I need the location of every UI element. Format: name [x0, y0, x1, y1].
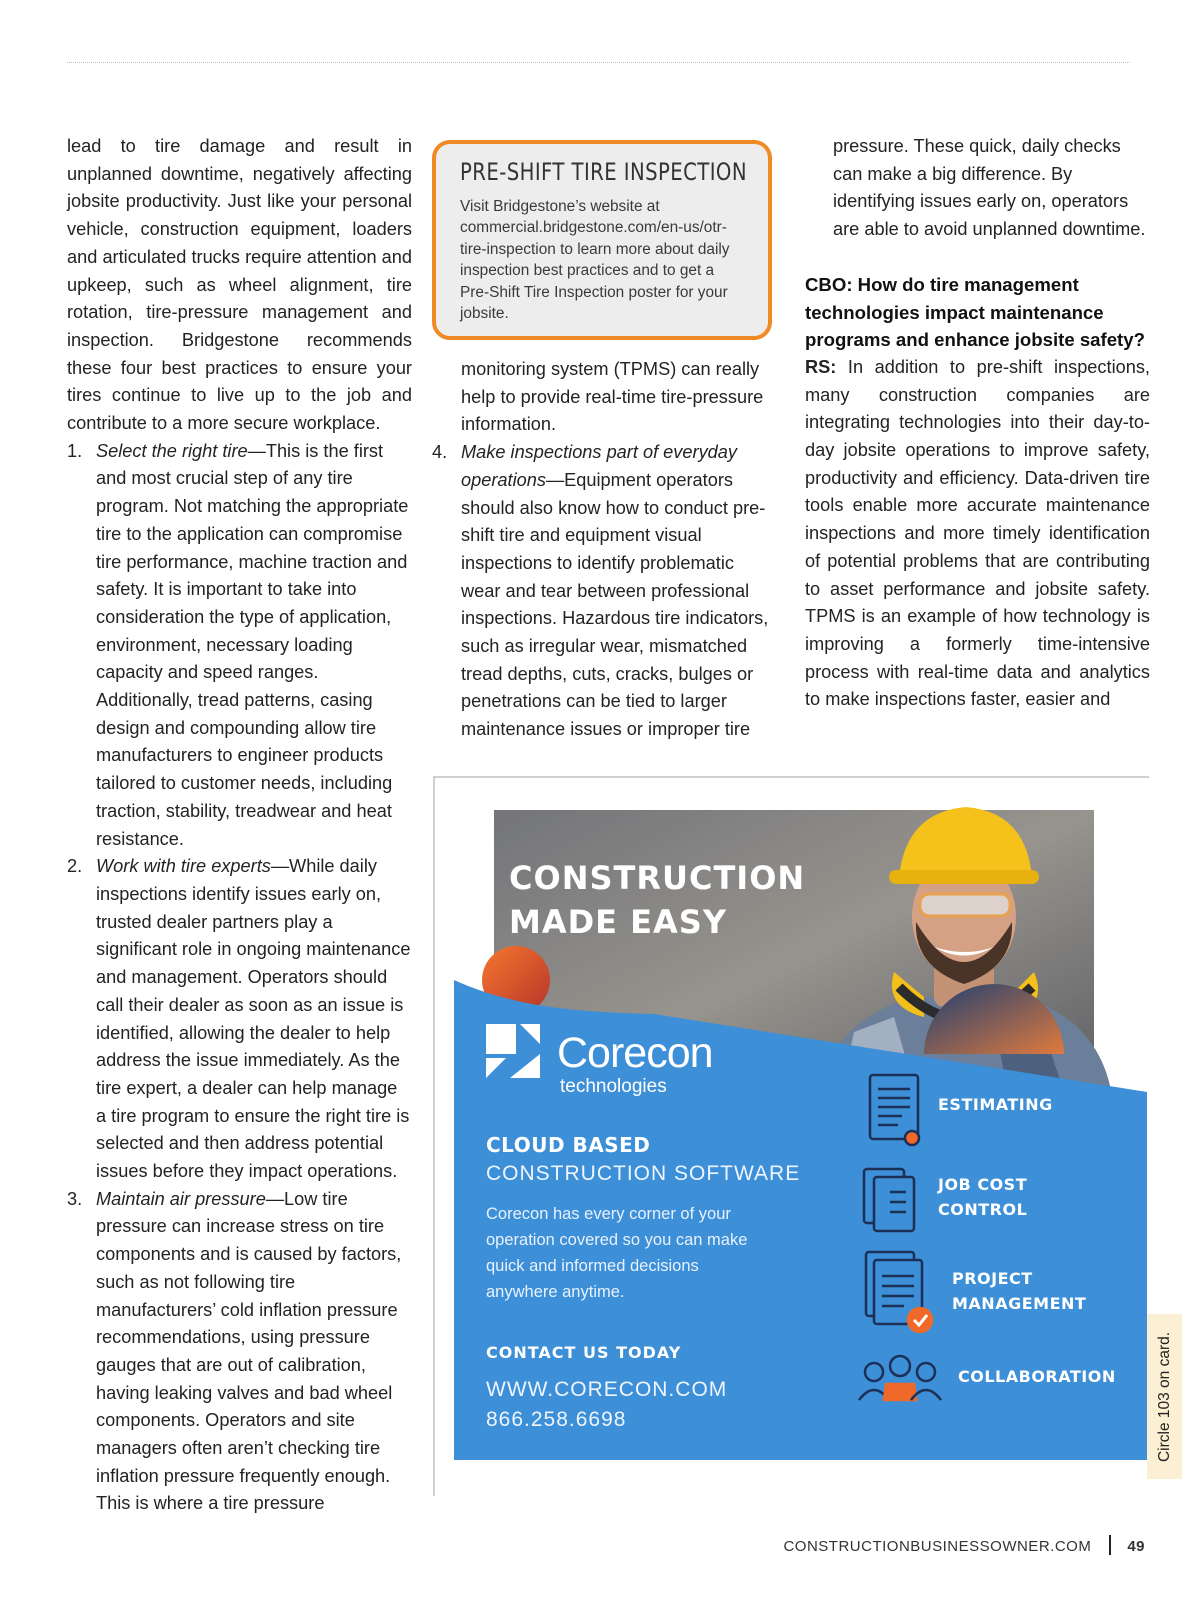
sidebar-text: Visit Bridgestone’s website at commercial.bridgestone.com/en-us/otr-tire-inspection to learn more about daily inspection best practices and to get a Pre-Shift Tire Inspection poster for your jobsite.	[460, 198, 730, 323]
reader-service-note: Circle 103 on card.	[1147, 1314, 1182, 1479]
ad-headline-line1: CONSTRUCTION	[509, 859, 806, 897]
answer-text: In addition to pre-shift inspections, many construction companies are integrating technologies into their day-to-day jobsite operations to improve safety, productivity and efficiency. Data-driven tire tools enable more accurate maintenance inspections and more timely identification of potential problems that are contributing to asset performance and jobsite safety. TPMS is an example of how technology is improving a formerly time-intensive process with real-time data and analytics to make inspections faster, easier and	[805, 356, 1150, 710]
ad-headline	[509, 856, 805, 944]
feature-estimating: ESTIMATING	[938, 1095, 1053, 1114]
feature-project-management: PROJECT MANAGEMENT	[952, 1269, 1087, 1313]
list-item: 1. Select the right tire—This is the first and most crucial step of any tire program. Not matching the appropriate tire to the application can compromise tire performance, machine traction and safety. It is important to take into consideration the type of application, environment, necessary loading capacity and speed ranges. Additionally, tread patterns, casing design and compounding allow tire manufacturers to engineer products tailored to customer needs, including traction, stability, treadwear and heat resistance.	[67, 440, 409, 849]
tip-text: —While daily inspections identify issues early on, trusted dealer partners play a significant role in ongoing maintenance and management. Operators should call their dealer as soon as an issue is identified, allowing the dealer to help address the issue immediately. As the tire expert, a dealer can help manage a tire program to ensure the right tire is selected and then address potential issues before they impact operations.	[96, 856, 411, 1182]
feature-job-cost: JOB COST CONTROL	[938, 1175, 1028, 1219]
continued-paragraph: pressure. These quick, daily checks can make a big difference. By identifying issues early on, operators are able to avoid unplanned downtime.	[833, 136, 1146, 240]
intro-paragraph: lead to tire damage and result in unplanned downtime, negatively affecting jobsite productivity. Just like your personal vehicle, construction equipment, loaders and articulated trucks require attention and upkeep, such as wheel alignment, tire rotation, tire-pressure management and inspection. Bridgestone recommends these four best practices to ensure your tires continue to live up to the job and contribute to a more secure workplace.	[67, 136, 412, 434]
continued-paragraph: monitoring system (TPMS) can really help to provide real-time tire-pressure information.	[461, 359, 764, 435]
sidebar-title: PRE-SHIFT TIRE INSPECTION	[460, 158, 747, 186]
ad-contact: CONTACT US TODAY	[486, 1343, 682, 1362]
ad-brand-sub: technologies	[560, 1076, 667, 1097]
top-rule	[67, 62, 1130, 63]
tip-title: Make inspections part of everyday operations	[461, 442, 737, 490]
column-2	[432, 356, 772, 744]
ad-construction-software: CONSTRUCTION SOFTWARE	[486, 1162, 801, 1185]
tip-title: Select the right tire	[96, 440, 248, 461]
page-number: 49	[1127, 1537, 1145, 1555]
interview-answer	[805, 354, 1150, 714]
pre-shift-sidebar	[432, 140, 772, 340]
feature-collaboration: COLLABORATION	[958, 1367, 1116, 1386]
page-footer	[0, 1537, 1145, 1557]
list-item: 3. Maintain air pressure—Low tire pressure can increase stress on tire components and is caused by factors, such as not following tire manufacturers’ cold inflation pressure recommendations, using pressure gauges that are out of calibration, having leaking valves and bad wheel components. Operators and site managers often aren’t checking tire inflation pressure frequently enough. This is where a tire pressure	[67, 1188, 402, 1514]
tips-list	[67, 438, 412, 1518]
answer-label: RS:	[805, 356, 837, 377]
list-item: 2. Work with tire experts—While daily inspections identify issues early on, trusted dealer partners play a significant role in ongoing maintenance and management. Operators should call their dealer as soon as an issue is identified, allowing the dealer to help address the issue immediately. As the tire expert, a dealer can help manage a tire program to ensure the right tire is selected and then address potential issues before they impact operations.	[67, 856, 411, 1182]
tip-title: Work with tire experts	[96, 856, 271, 877]
tip-text: —Equipment operators should also know how to conduct pre-shift tire and equipment visual inspections to identify problematic wear and tear between professional inspections. Hazardous tire indicators, such as irregular wear, mismatched tread depths, cuts, cracks, bulges or penetrations can be tied to larger maintenance issues or improper tire	[461, 469, 769, 740]
column-1	[67, 133, 412, 1518]
footer-divider	[1109, 1535, 1111, 1555]
tip-text: —This is the first and most crucial step of any tire program. Not matching the appropriate tire to the application can compromise tire performance, machine traction and safety. It is important to take into consideration the type of application, environment, necessary loading capacity and speed ranges. Additionally, tread patterns, casing design and compounding allow tire manufacturers to engineer products tailored to customer needs, including traction, stability, treadwear and heat resistance.	[96, 440, 409, 849]
tip-text: —Low tire pressure can increase stress on tire components and is caused by factors, such as not following tire manufacturers’ cold inflation pressure recommendations, using pressure gauges that are out of calibration, having leaking valves and bad wheel components. Operators and site managers often aren’t checking tire inflation pressure frequently enough. This is where a tire pressure	[96, 1188, 402, 1514]
ad-url-link[interactable]: WWW.CORECON.COM	[486, 1378, 728, 1401]
corecon-ad[interactable]	[433, 776, 1149, 1496]
list-item: 4. Make inspections part of everyday operations—Equipment operators should also know how to conduct pre-shift tire and equipment visual inspections to identify problematic wear and tear between professional inspections. Hazardous tire indicators, such as irregular wear, mismatched tread depths, cuts, cracks, bulges or penetrations can be tied to larger maintenance issues or improper tire	[432, 442, 769, 740]
ad-cloud-based: CLOUD BASED	[486, 1133, 651, 1157]
ad-phone[interactable]: 866.258.6698	[486, 1408, 627, 1431]
interview-question: CBO: How do tire management technologies impact maintenance programs and enhance jobsite safety?	[805, 273, 1145, 351]
tip-title: Maintain air pressure	[96, 1188, 266, 1209]
column-3	[805, 133, 1150, 714]
ad-brand: Corecon	[557, 1029, 713, 1077]
ad-artwork	[454, 792, 1147, 1460]
tips-list-continued	[432, 439, 772, 744]
ad-headline-line2: MADE EASY	[509, 903, 728, 941]
ad-description: Corecon has every corner of your operation covered so you can make quick and informed decisions anywhere anytime.	[486, 1205, 748, 1301]
footer-site: CONSTRUCTIONBUSINESSOWNER.COM	[783, 1537, 1092, 1555]
